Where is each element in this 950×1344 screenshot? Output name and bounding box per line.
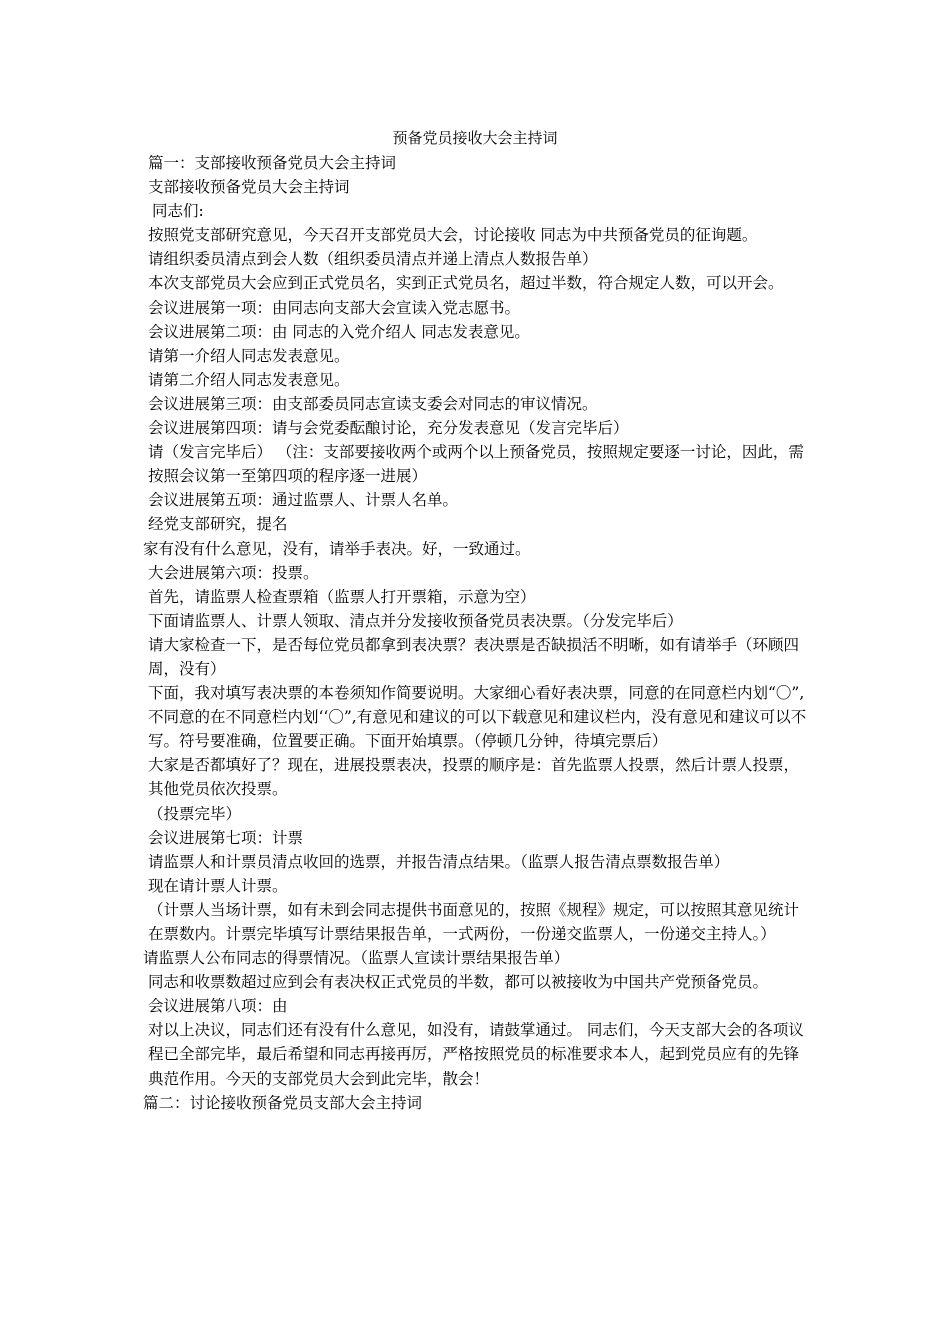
document-paragraph: 首先，请监票人检查票箱（监票人打开票箱，示意为空）: [148, 587, 536, 606]
document-paragraph: 会议进展第三项：由支部委员同志宣读支委会对同志的审议情况。: [148, 394, 598, 413]
document-title: 预备党员接收大会主持词: [392, 129, 558, 147]
document-paragraph: 请监票人公布同志的得票情况。（监票人宣读计票结果报告单）: [143, 949, 570, 968]
document-paragraph: 请（发言完毕后） （注：支部要接收两个或两个以上预备党员，按照规定要逐一讨论，因此，需按照会议第一至第四项的程序逐一进展）: [148, 443, 804, 486]
document-paragraph: 请第一介绍人同志发表意见。: [148, 346, 350, 365]
document-paragraph: 同志们:: [152, 202, 204, 221]
document-paragraph: 会议进展第五项：通过监票人、计票人名单。: [148, 491, 459, 510]
document-paragraph: 会议进展第四项：请与会党委酝酿讨论，充分发表意见（发言完毕后）: [148, 419, 629, 438]
document-paragraph: 会议进展第一项：由同志向支部大会宣读入党志愿书。: [148, 298, 521, 317]
document-paragraph: 请第二介绍人同志发表意见。: [148, 370, 350, 389]
document-paragraph: 请组织委员清点到会人数（组织委员清点并递上清点人数报告单）: [148, 250, 598, 269]
document-paragraph: 会议进展第八项：由: [148, 997, 288, 1016]
document-paragraph: 大家是否都填好了？现在，进展投票表决，投票的顺序是：首先监票人投票，然后计票人投票，其他党员依次投票。: [148, 756, 800, 799]
document-paragraph: 对以上决议，同志们还有没有什么意见，如没有，请鼓掌通过。 同志们，今天支部大会的各项议程已全部完毕，最后希望和同志再接再厉，严格按照党员的标准要求本人，起到党员应有的先锋典范作用。今天的支部党员大会到此完毕，散会！: [148, 1021, 804, 1088]
document-paragraph: 篇二：讨论接收预备党员支部大会主持词: [143, 1093, 423, 1112]
document-paragraph: 现在请计票人计票。: [148, 876, 288, 895]
document-paragraph: 家有没有什么意见，没有，请举手表决。好，一致通过。: [143, 539, 531, 558]
document-paragraph: 大会进展第六项：投票。: [148, 563, 319, 582]
document-paragraph: 下面，我对填写表决票的本卷须知作简要说明。大家细心看好表决票，同意的在同意栏内划“〇”,不同意的在不同意栏内划‘‘〇”,有意见和建议的可以下载意见和建议栏内，没有意见和建议可以不写。符号要准确，位置要正确。下面开始填票。（停顿几分钟，待填完票后）: [148, 684, 807, 751]
document-paragraph: 同志和收票数超过应到会有表决权正式党员的半数，都可以被接收为中国共产党预备党员。: [148, 973, 769, 992]
document-paragraph: 按照党支部研究意见，今天召开支部党员大会，讨论接收 同志为中共预备党员的征询题。: [148, 226, 758, 245]
document-paragraph: 支部接收预备党员大会主持词: [148, 178, 350, 197]
document-paragraph: 篇一：支部接收预备党员大会主持词: [148, 154, 397, 172]
document-paragraph: （计票人当场计票，如有未到会同志提供书面意见的，按照《规程》规定，可以按照其意见统计在票数内。计票完毕填写计票结果报告单，一式两份，一份递交监票人，一份递交主持人。）: [148, 900, 800, 943]
document-paragraph: 请大家检查一下，是否每位党员都拿到表决票？表决票是否缺损活不明晰，如有请举手（环顾四周，没有）: [148, 635, 800, 678]
document-paragraph: 会议进展第七项：计票: [148, 828, 304, 847]
document-paragraph: 下面请监票人、计票人领取、清点并分发接收预备党员表决票。（分发完毕后）: [148, 611, 683, 630]
document-paragraph: 经党支部研究，提名: [148, 515, 288, 534]
document-paragraph: 会议进展第二项：由 同志的入党介绍人 同志发表意见。: [148, 322, 530, 341]
document-body: [143, 151, 813, 1115]
document-paragraph: 请监票人和计票员清点收回的选票，并报告清点结果。（监票人报告清点票数报告单）: [148, 852, 730, 871]
document-paragraph: （投票完毕）: [148, 804, 242, 823]
document-paragraph: 本次支部党员大会应到正式党员名，实到正式党员名，超过半数，符合规定人数，可以开会。: [148, 274, 784, 293]
